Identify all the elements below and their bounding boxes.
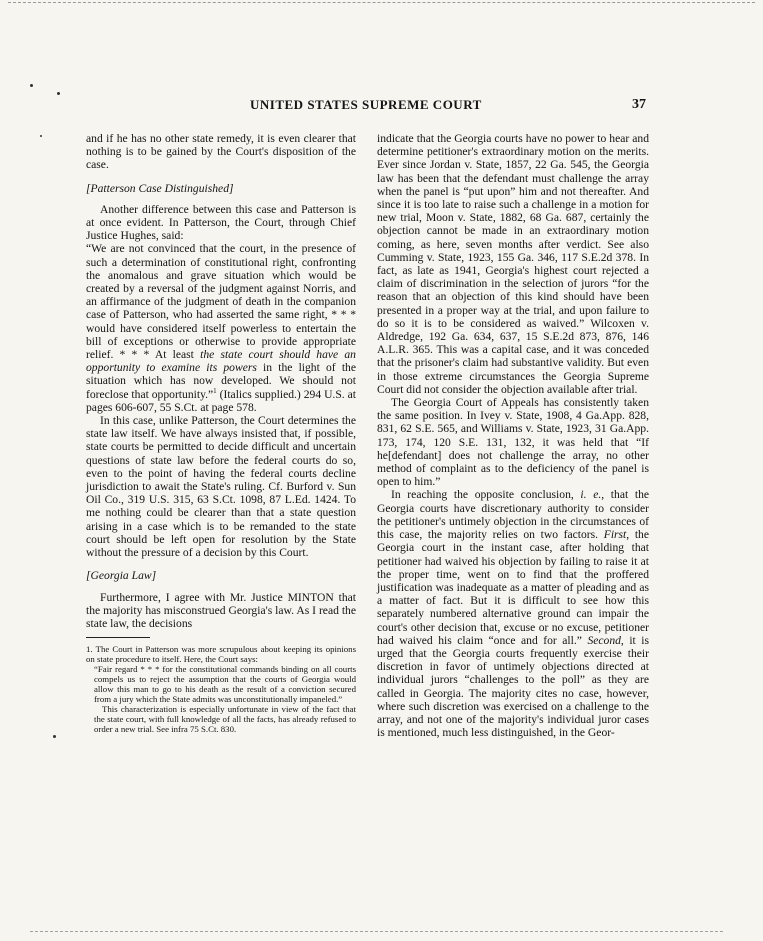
quote-text-a: “We are not convinced that the court, in the presence of such a determination of constitutional right, confronting the anomalous and grave situation which would be created by a reversal of the judgment against Norris, and an affirmance of the judgment of death in the companion case of Patterson, who had asserted the same right, * * * would have considered itself powerless to entertain the bill of exceptions or otherwise to provide appropriate relief. * * * At least (86, 242, 356, 362)
scan-speck (40, 135, 42, 137)
first-emphasis: First (603, 528, 627, 542)
quote-emphasis: the state court should have an opportunity to examine its powers (86, 348, 356, 375)
footnote-quote: “Fair regard * * * for the constitutional commands binding on all courts compels us to reject the assumption that the courts of Georgia would allow this man to go to his death as the result of a conviction secured from a jury which the State admits was unconstitutionally impaneled.” (94, 664, 356, 705)
footnote-text-2: This characterization is especially unfortunate in view of the fact that the state court, with full knowledge of all the facts, has already refused to order a new trial. See infra 75 S.Ct. 830. (94, 704, 356, 735)
right-p3-text-c: , the Georgia court in the instant case, after holding that petitioner had waived his objection by failing to raise it at the proper time, went on to find that the proffered justification was inadequate as a matter of pleading and as a matter of fact. But it is difficult to see how this separately numbered alternative ground can impair the court's other decision that, excuse or no excuse, petitioner had waived his claim “once and for all.” (377, 528, 650, 647)
right-p3-text-d: , it is urged that the Georgia courts frequently exercise their discretion in favor of untimely objections directed at individual jurors “challenges to the poll” as they are called in Georgia. The majority cites no case, however, where such discretion was exercised on a challenge to the array, and not one of the majority's individual juror cases is mentioned, much less distinguished, in the Geor- (377, 633, 649, 740)
top-border (8, 2, 755, 3)
section-heading-georgia-law: [Georgia Law] (86, 569, 157, 583)
footnote-text-1: 1. The Court in Patterson was more scrupulous about keeping its opinions on state procedure to itself. Here, the Court says: (86, 644, 356, 665)
left-paragraph-1: and if he has no other state remedy, it is even clearer that nothing is to be gained by the Court's disposition of the case. (86, 132, 356, 172)
scan-speck (53, 735, 56, 738)
right-p3-text-b: , that the Georgia courts have discretionary authority to consider the petitioner's untimely objection in the circumstances of this case, the majority relies on two factors. (377, 488, 650, 542)
left-column (86, 132, 356, 734)
second-emphasis: Second (587, 633, 621, 647)
section-heading-patterson: [Patterson Case Distinguished] (86, 181, 234, 195)
running-header: UNITED STATES SUPREME COURT (250, 97, 482, 112)
left-paragraph-2: Another difference between this case and Patterson is at once evident. In Patterson, the Court, through Chief Justice Hughes, said: (86, 202, 356, 243)
footnote-divider (86, 637, 150, 638)
page-number: 37 (632, 97, 646, 112)
footnote-marker: 1 (213, 386, 217, 395)
quote-citation: (Italics supplied.) 294 U.S. at pages 606-607, 55 S.Ct. at page 578. (86, 387, 356, 414)
block-quote (86, 242, 356, 414)
scan-speck (57, 92, 60, 95)
right-paragraph-3 (377, 488, 649, 739)
left-paragraph-3: In this case, unlike Patterson, the Court determines the state law itself. We have always insisted that, if possible, state courts be permitted to decide difficult and uncertain questions of state law before the federal courts do so, even to the point of having the federal courts decline jurisdiction to await the State's ruling. Cf. Burford v. Sun Oil Co., 319 U.S. 315, 63 S.Ct. 1098, 87 L.Ed. 1424. To me nothing could be clearer than that a state question arising in a case which is to be remanded to the state court should be left open for resolution by the State without the pressure of a decision by this Court. (86, 414, 356, 560)
right-p3-text-a: In reaching the opposite conclusion, (391, 488, 581, 502)
footnote (86, 644, 356, 734)
right-paragraph-1: indicate that the Georgia courts have no power to hear and determine petitioner's extraordinary motion on the merits. Ever since Jordan v. State, 1857, 22 Ga. 545, the Georgia law has been that the defendant must challenge the array when the panel is “put upon” him and not thereafter. And since it is too late to raise such a challenge in a motion for new trial, Moon v. State, 1882, 68 Ga. 687, certainly the objection cannot be made in an extraordinary motion coming, as here, seven months after verdict. See also Cumming v. State, 1923, 155 Ga. 346, 117 S.E.2d 378. In fact, as late as 1941, Georgia's highest court rejected a claim of discrimination in the selection of jurors “for the reason that an objection of this kind should have been presented in a proper way at the trial, and upon failure to do so it is to be considered as waived.” Wilcoxen v. Aldredge, 192 Ga. 634, 637, 15 S.E.2d 873, 876, 146 A.L.R. 365. This was a capital case, and it was conceded that the prisoner's claim had substantive validity. But even in those extreme circumstances the Georgia Supreme Court did not consider the objection available after trial. (377, 132, 649, 396)
quote-text-b: in the light of the situation which has now developed. We should not foreclose that opportunity.” (86, 361, 356, 401)
left-paragraph-4: Furthermore, I agree with Mr. Justice MINTON that the majority has misconstrued Georgia's law. As I read the state law, the decisions (86, 590, 356, 630)
right-paragraph-2: The Georgia Court of Appeals has consistently taken the same position. In Ivey v. State, 1908, 4 Ga.App. 828, 831, 62 S.E. 565, and Williams v. State, 1923, 31 Ga.App. 173, 174, 120 S.E. 131, 132, it was held that “If he[defendant] does not challenge the array, no other method of complaint as to the deficiency of the panel is open to him.” (377, 396, 649, 489)
bottom-border (30, 931, 723, 932)
ie-emphasis: i. e. (580, 488, 602, 502)
right-column (377, 132, 649, 739)
scan-speck (30, 84, 33, 87)
